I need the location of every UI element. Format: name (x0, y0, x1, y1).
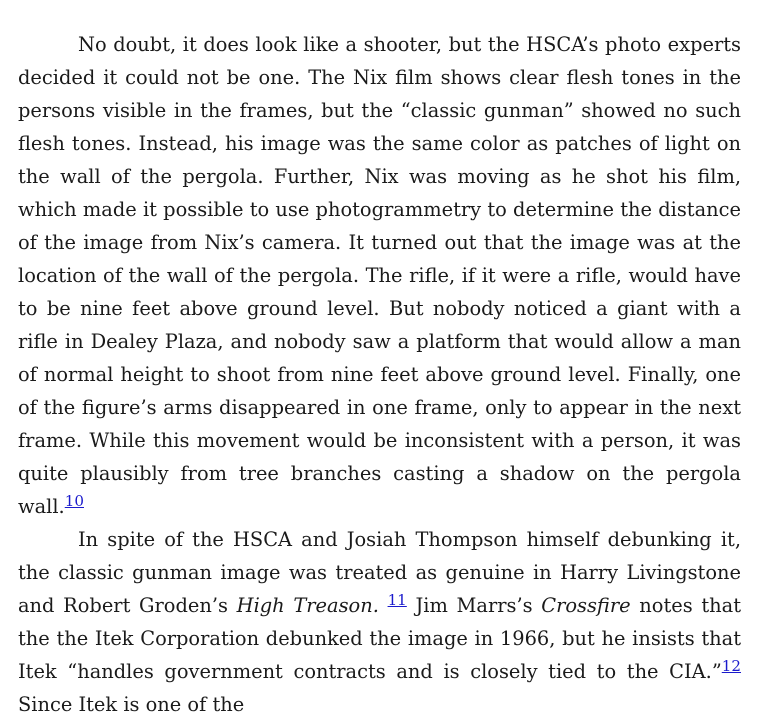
paragraph-1-text: No doubt, it does look like a shooter, but the HSCA’s photo experts decided it could not be one. The Nix film shows clear flesh tones in the persons visible in the frames, but the “classic gunman” showed no such flesh tones. Instead, his image was the same color as patches of light on the wall of the pergola. Further, Nix was moving as he shot his film, which made it possible to use photogrammetry to determine the distance of the image from Nix’s camera. It turned out that the image was at the location of the wall of the pergola. The rifle, if it were a rifle, would have to be nine feet above ground level. But nobody noticed a giant with a rifle in Dealey Plaza, and nobody saw a platform that would allow a man of normal height to shoot from nine feet above ground level. Finally, one of the figure’s arms disappeared in one frame, only to appear in the next frame. While this movement would be inconsistent with a person, it was quite plausibly from tree branches casting a shadow on the pergola wall. (18, 33, 741, 518)
document-page (18, 28, 741, 721)
footnote-link-12[interactable]: 12 (721, 657, 741, 676)
paragraph-2-text-a: In spite of the HSCA and Josiah Thompson himself debunking it, the classic gunman image was treated as genuine in Harry Livingstone and Robert Groden’s (18, 528, 741, 617)
footnote-link-11[interactable]: 11 (387, 591, 407, 610)
paragraph-2-text-b: Jim Marrs’s (406, 594, 542, 617)
footnote-link-10[interactable]: 10 (64, 492, 84, 511)
paragraph-2 (18, 523, 741, 721)
paragraph-2-text-d: Since Itek is one of the (18, 693, 245, 716)
paragraph-2-text-c: notes that the the Itek Corporation debunked the image in 1966, but he insists that Itek “handles government contracts and is closely tied to the CIA.” (18, 594, 742, 683)
book-title-high-treason: High Treason. (236, 594, 379, 617)
space (379, 594, 388, 617)
book-title-crossfire: Crossfire (541, 594, 631, 617)
paragraph-1 (18, 28, 741, 523)
